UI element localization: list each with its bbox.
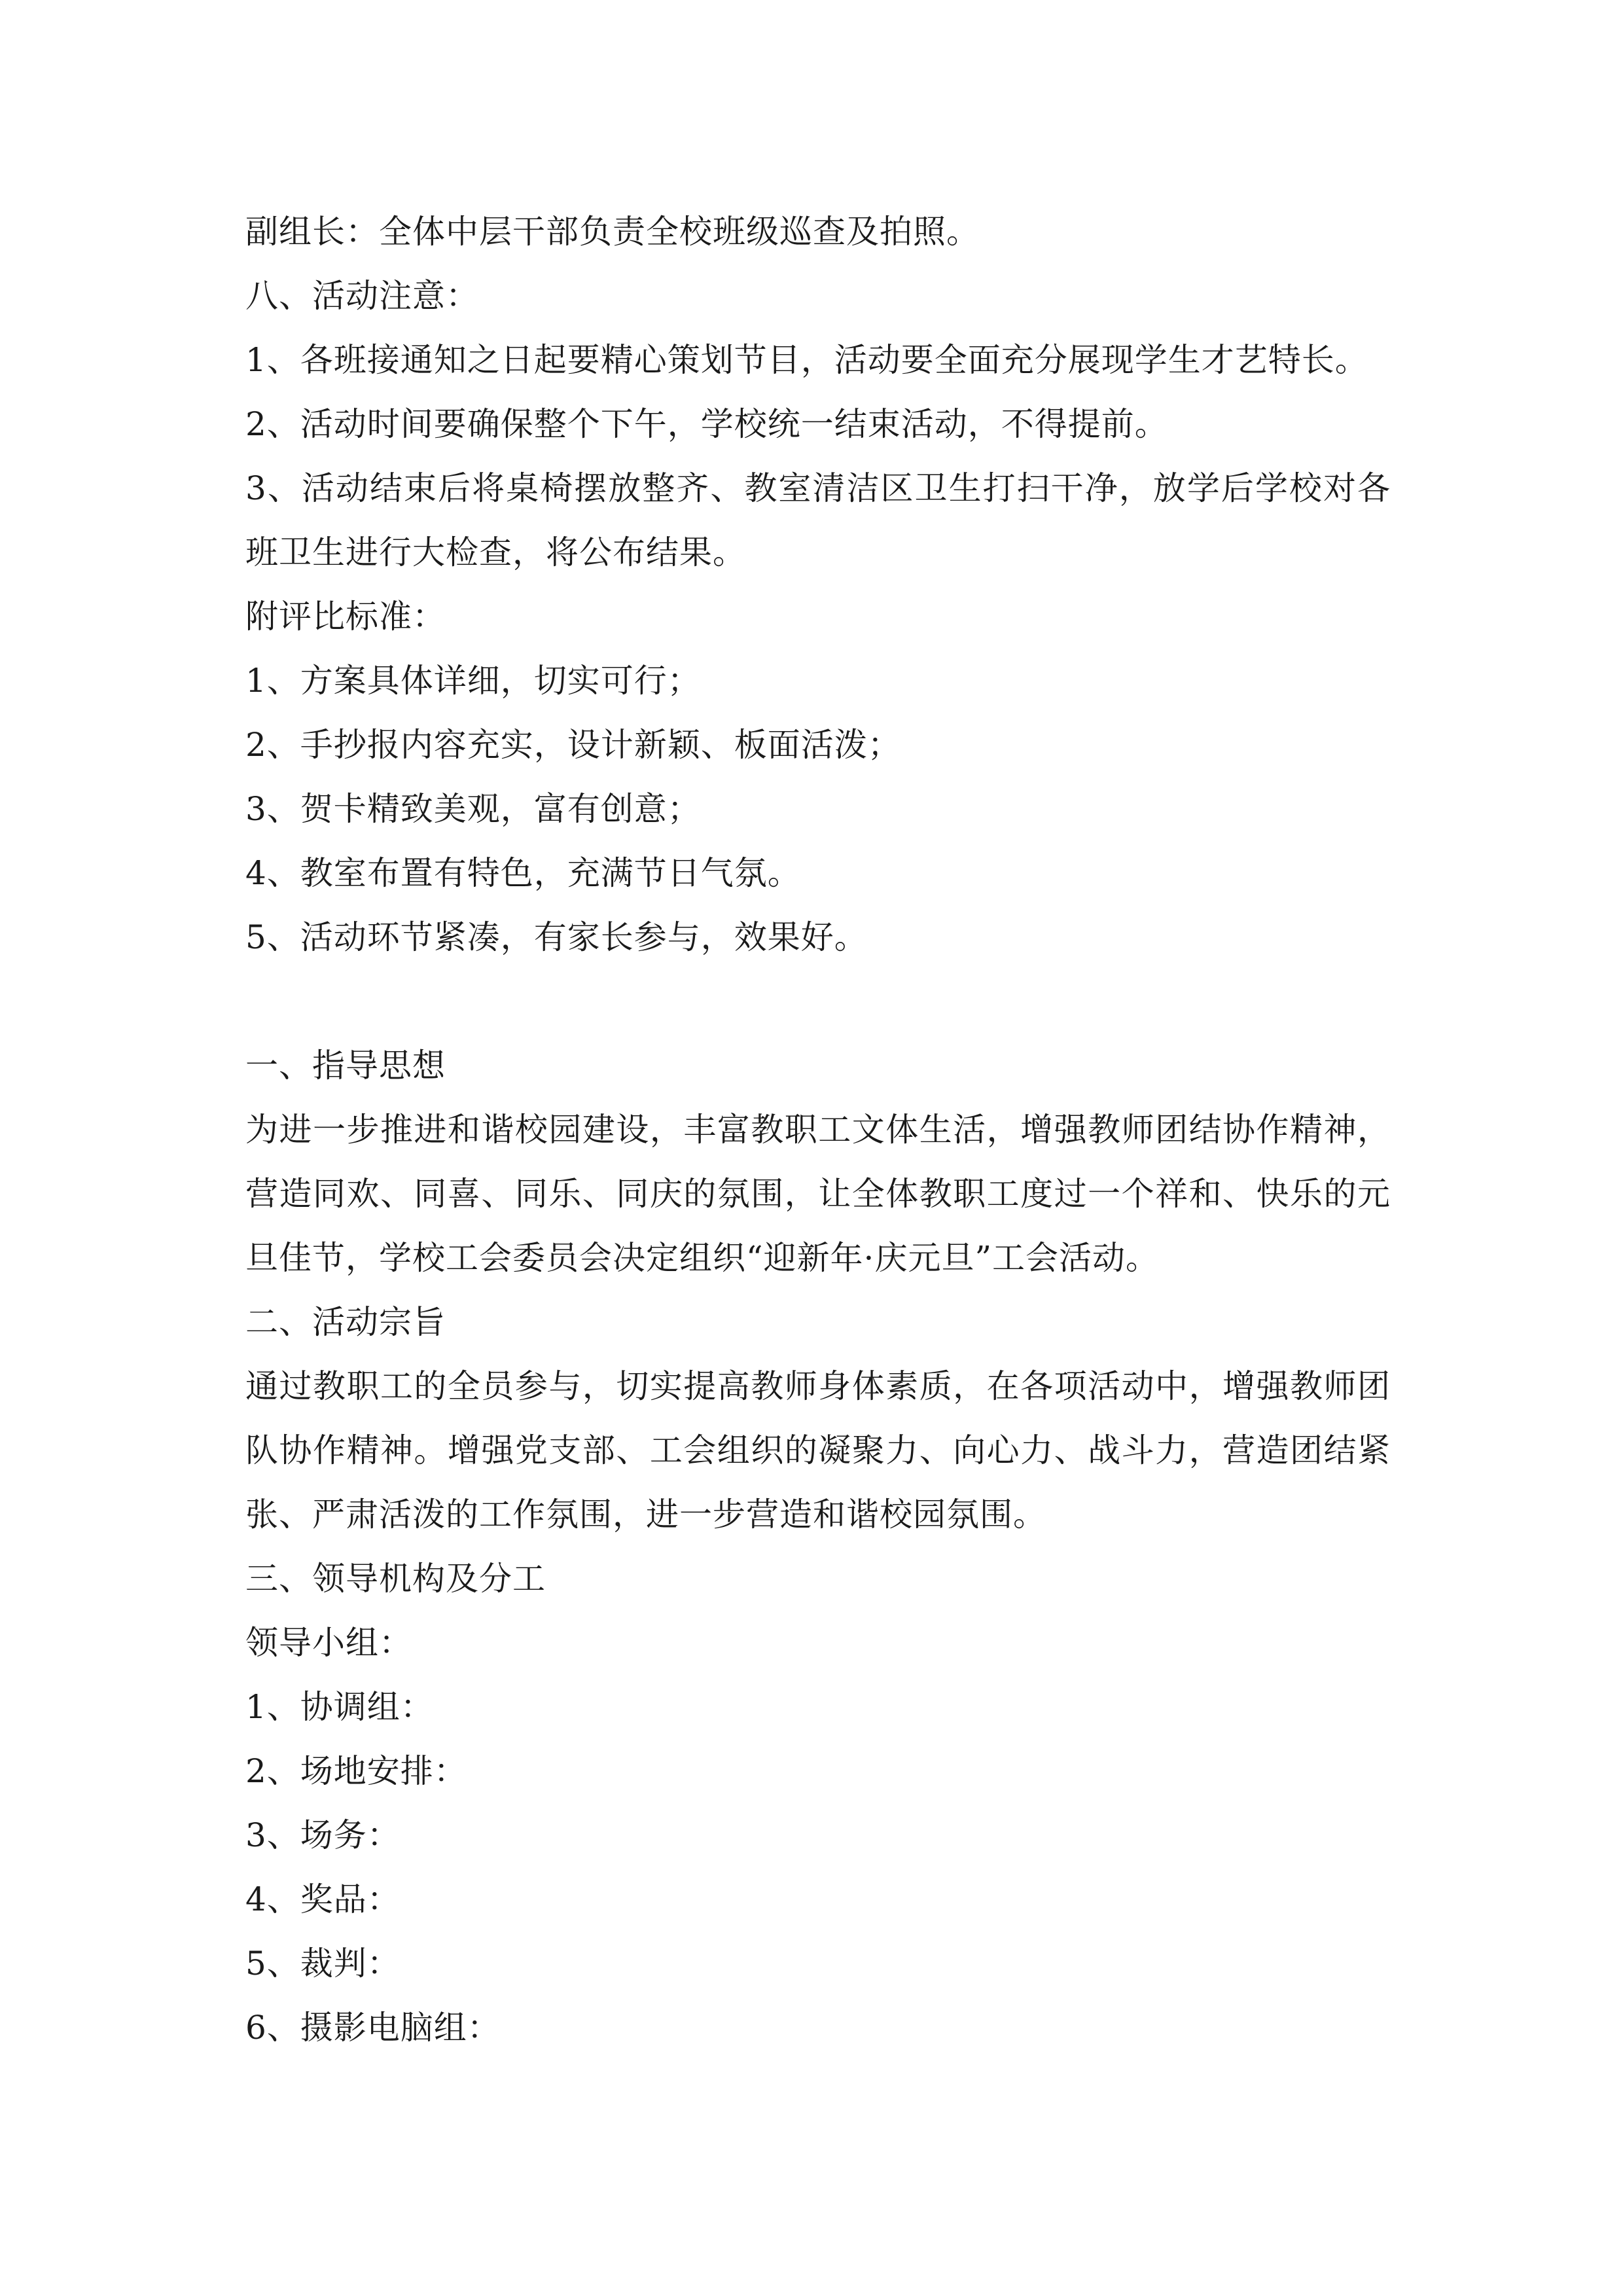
section-heading: 八、活动注意： <box>245 277 479 315</box>
criteria-item: 1、方案具体详细，切实可行； <box>245 662 701 700</box>
text-line: 副组长：全体中层干部负责全校班级巡查及拍照。 <box>245 213 980 251</box>
body-paragraph: 为进一步推进和谐校园建设，丰富教职工文体生活，增强教师团结协作精神，营造同欢、同喜、同乐、同庆的氛围，让全体教职工度过一个祥和、快乐的元旦佳节，学校工会委员会决定组织“迎新年·庆元旦”工会活动。 <box>245 1111 1391 1277</box>
group-item: 1、协调组： <box>245 1688 434 1726</box>
section-heading: 二、活动宗旨 <box>245 1303 446 1341</box>
criteria-item: 3、贺卡精致美观，富有创意； <box>245 790 701 828</box>
group-item: 5、裁判： <box>245 1945 401 1982</box>
group-item: 4、奖品： <box>245 1880 401 1918</box>
group-item: 3、场务： <box>245 1816 401 1854</box>
list-item: 1、各班接通知之日起要精心策划节目，活动要全面充分展现学生才艺特长。 <box>245 341 1368 379</box>
body-paragraph: 通过教职工的全员参与，切实提高教师身体素质，在各项活动中，增强教师团队协作精神。增强党支部、工会组织的凝聚力、向心力、战斗力，营造团结紧张、严肃活泼的工作氛围，进一步营造和谐校园氛围。 <box>245 1367 1391 1534</box>
section-heading: 三、领导机构及分工 <box>245 1560 546 1598</box>
criteria-item: 5、活动环节紧凑，有家长参与，效果好。 <box>245 918 868 956</box>
criteria-item: 4、教室布置有特色，充满节日气氛。 <box>245 854 801 892</box>
criteria-item: 2、手抄报内容充实，设计新颖、板面活泼； <box>245 726 901 764</box>
subsection-title: 领导小组： <box>245 1624 412 1662</box>
group-item: 6、摄影电脑组： <box>245 2009 501 2047</box>
appendix-title: 附评比标准： <box>245 598 446 636</box>
document-body <box>245 200 1391 2060</box>
list-item: 2、活动时间要确保整个下午，学校统一结束活动，不得提前。 <box>245 405 1168 443</box>
section-heading: 一、指导思想 <box>245 1047 446 1085</box>
group-item: 2、场地安排： <box>245 1752 467 1790</box>
list-item-paragraph: 3、活动结束后将桌椅摆放整齐、教室清洁区卫生打扫干净，放学后学校对各班卫生进行大检查，将公布结果。 <box>245 469 1391 571</box>
section-spacer <box>245 969 1391 1033</box>
